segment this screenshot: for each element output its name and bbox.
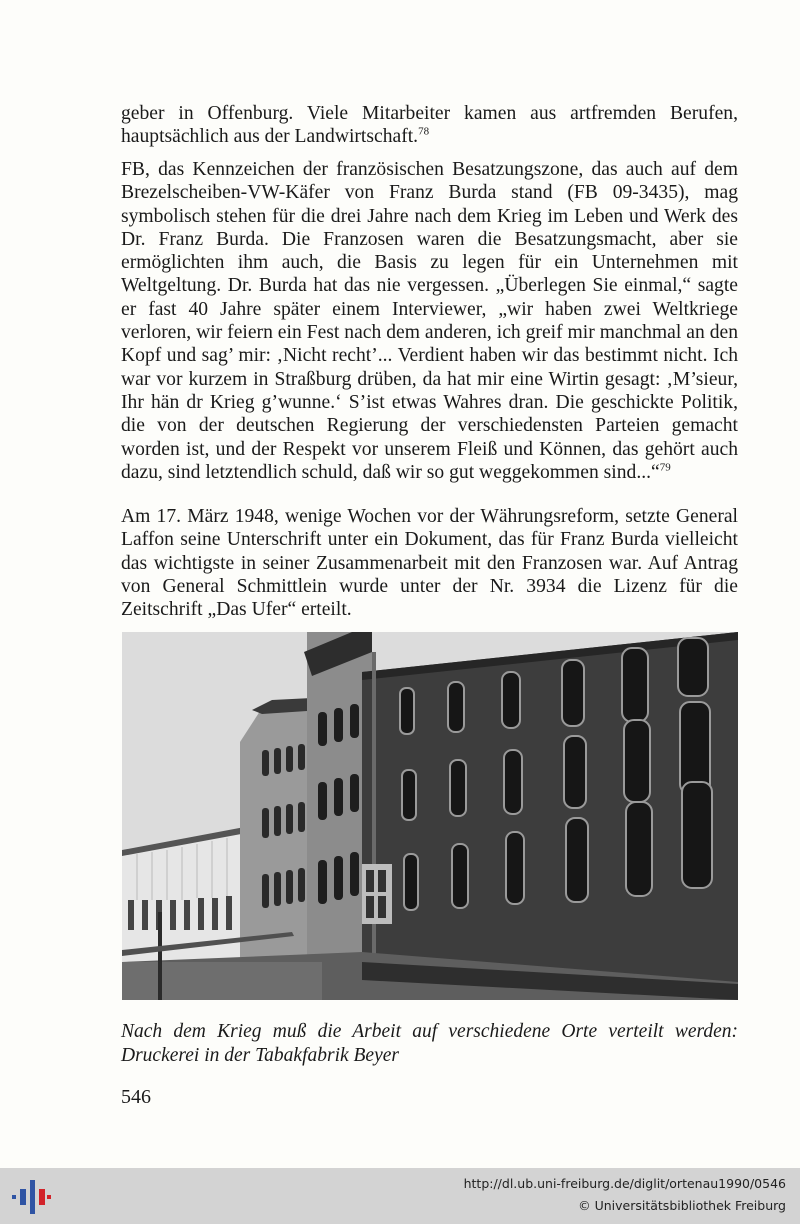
page-number: 546 <box>121 1086 151 1108</box>
viewer-footer <box>0 1168 800 1224</box>
paragraph-3-text: Am 17. März 1948, wenige Wochen vor der Währungsreform, setzte General Laffon seine Unterschrift unter ein Dokument, das für Franz Burda vielleicht das wichtigste in seiner Zusammenarbeit mit den Franzosen war. Auf Antrag von General Schmittlein wurde unter der Nr. 3934 die Lizenz für die Zeitschrift „Das Ufer“ erteilt. <box>121 506 738 621</box>
ub-freiburg-logo-icon <box>10 1176 52 1218</box>
paragraph-2-text: FB, das Kennzeichen der französischen Besatzungszone, das auch auf dem Brezelscheiben-VW-Käfer von Franz Burda stand (FB 09-3435), mag symbolisch stehen für die drei Jahre nach dem Krieg im Leben und Werk des Dr. Franz Burda. Die Franzosen waren die Besatzungsmacht, aber sie ermöglichten ihm auch, die Basis zu legen für ein Unternehmen mit Weltgeltung. Dr. Burda hat das nie vergessen. „Überlegen Sie einmal,“ sagte er fast 40 Jahre später einem Interviewer, „wir haben zwei Weltkriege verloren, wir feiern ein Fest nach dem anderen, ich greif mir manchmal an den Kopf und sag’ mir: ‚Nicht recht’... Verdient haben wir das bestimmt nicht. Ich war vor kurzem in Straßburg drüben, da hat mir eine Wirtin gesagt: ‚M’sieur, Ihr hän dr Krieg g’wunne.‘ S’ist etwas Wahres dran. Die geschickte Politik, die von der deutschen Regierung der verschiedensten Parteien gemacht worden ist, und der Respekt vor unserem Fleiß und Können, das gehört auch dazu, sind letztendlich schuld, daß wir so gut weggekommen sind...“ <box>121 159 738 483</box>
footnote-ref-79: 79 <box>659 461 671 474</box>
paragraph-2 <box>121 158 738 484</box>
copyright-notice: © Universitätsbibliothek Freiburg <box>578 1198 786 1213</box>
paragraph-3 <box>121 505 738 621</box>
paragraph-1-text: geber in Offenburg. Viele Mitarbeiter kamen aus artfremden Berufen, hauptsächlich aus der Landwirtschaft. <box>121 103 738 148</box>
building-photo <box>122 632 738 1000</box>
caption-line-2: Druckerei in der Tabakfabrik Beyer <box>121 1045 399 1066</box>
footnote-ref-78: 78 <box>418 125 430 138</box>
caption-line-1: Nach dem Krieg muß die Arbeit auf verschiedene Orte verteilt werden: <box>121 1021 738 1042</box>
document-url[interactable]: http://dl.ub.uni-freiburg.de/diglit/ortenau1990/0546 <box>463 1176 786 1191</box>
photo-caption <box>121 1020 738 1068</box>
paragraph-1 <box>121 102 738 149</box>
building-photo-svg <box>122 632 738 1000</box>
